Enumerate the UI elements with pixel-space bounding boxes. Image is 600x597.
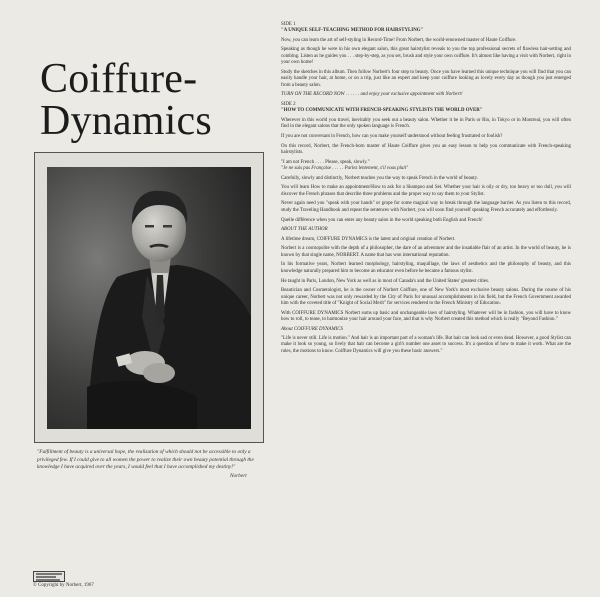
side2-paragraph: Quelle différence when you can enter any beauty salon in the world speaking both English and French!	[281, 217, 483, 223]
side2-paragraph: On this record, Norbert, the French-born master of Haute Coiffure gives you an easy lesson to help you communicate with French-speaking hairstylists.	[281, 143, 571, 155]
side1-paragraph: Study the sketches in this album. Then follow Norbert's four step to beauty. Once you have learned this unique technique you will find that you can easily handle your hair, at home, or on a trip, just like an expert and keep your coiffure looking as lovely every day as though you just emerged from a beauty salon.	[281, 69, 571, 88]
side1-paragraph: TURN ON THE RECORD NOW . . . . . . and enjoy your exclusive appointment with Norbert!	[281, 92, 463, 98]
side2-label: SIDE 2	[281, 102, 296, 107]
side1-label: SIDE 1	[281, 22, 296, 27]
side2-phrase: "Je ne suis pas Française . . . . . Parlez lentement, s'il vous plait"	[281, 165, 409, 171]
album-title	[40, 58, 250, 142]
side2-paragraph: Wherever in this world you travel, inevitably you seek out a beauty salon. Whether it be in Paris or Rio, in Tokyo or in Montreal, you will often find in the elegant salons that the only spoken language is French.	[281, 117, 571, 130]
side1-paragraph: Speaking as though he were in his own elegant salon, this great hairstylist reveals to you the top professional secrets of flawless hair-setting and combing. Listen as he guides you . . . step-by-step, as you set, brush and style your own coiffure. It's almost like having a visit with Norbert, right in your own home!	[281, 47, 571, 66]
side1-heading: "A UNIQUE SELF-TEACHING METHOD FOR HAIRSTYLING"	[281, 28, 424, 34]
author-paragraph: In his formative years, Norbert learned morphology, hairstyling, maquillage, the laws of aesthetics and the philosophy of beauty, and this knowledge naturally prepared him to become an educator even before he became a famous stylist.	[281, 262, 571, 274]
about-author-heading: ABOUT THE AUTHOR	[281, 227, 328, 233]
side2-paragraph: If you are not conversant in French, how can you make yourself understood without feeling frustrated or foolish?	[281, 133, 503, 139]
side2-phrase: "I am not French . . . . Please, speak, slowly."	[281, 159, 370, 165]
copyright-notice: © Copyright by Norbert, 1967	[33, 583, 94, 588]
side2-paragraph: You will learn How to make an appointment/How to ask for a Shampoo and Set. Whether your hair is oily or dry, too heavy or too dull, you will discover the French phrases that describe three problems and the proper way to say them to your Stylist.	[281, 185, 571, 197]
title-line-2: Dynamics	[40, 98, 212, 144]
side2-paragraph: Carefully, slowly and distinctly, Norbert teaches you the way to speak French in the world of beauty.	[281, 175, 478, 181]
side2-heading: "HOW TO COMMUNICATE WITH FRENCH-SPEAKING STYLISTS THE WORLD OVER"	[281, 108, 483, 114]
about-cd-paragraph: "Life is never still. Life is motion." And hair is an important part of a woman's life. But hair can look sad or even dead. However, a good Stylist can make it look so young, so lively that hair can become a girl's number one asset to success. It's a question of how to make it work. What are the rules, the motions to know. Coiffure Dynamics will give you these basic answers."	[281, 336, 571, 354]
portrait-photo	[47, 167, 251, 429]
author-paragraph: A lifetime dream, COIFFURE DYNAMICS is the latest and original creation of Norbert.	[281, 236, 456, 242]
liner-notes	[281, 22, 571, 359]
author-paragraph: Norbert is a cosmopolite with the depth of a philosopher, the dare of an adventurer and the insatiable flair of an artist. In the world of beauty, he is known by that single name, NORBERT. A name that has won international reputation.	[281, 246, 571, 258]
author-paragraph: Beautician and Cosmetologist, he is the owner of Norbert Coiffure, one of New York's most exclusive beauty salons. During the course of his unique career, Norbert was not only rewarded by the City of Paris for unusual accomplishments in his field, but the French Government awarded him with the coveted title of "Knight of Social Merit" for services rendered to the French Ministry of Education.	[281, 288, 571, 306]
label-logo-icon	[33, 571, 65, 582]
about-cd-heading: About COIFFURE DYNAMICS	[281, 326, 343, 332]
author-paragraph: He taught in Paris, London, New York as well as in most of Canada's and the United States' greatest cities.	[281, 278, 490, 284]
author-quote: "Fulfillment of beauty is a universal hope, the realization of which should not be accessible to only a privileged few. If I could give to all women the power to realize their own beauty potential through the knowledge I have acquired over the years, I would feel that I have accomplished my destiny!"	[37, 449, 254, 471]
portrait-illustration	[47, 167, 251, 429]
side1-paragraph: Now, you can learn the art of self-styling in Record-Time! From Norbert, the world-renowned master of Haute Coiffure.	[281, 37, 517, 43]
side2-paragraph: Never again need you "speak with your hands" or grope for some magical way to break through the language barrier. As you listen to this record, study the Traveling Handbook and repeat the sentences with Norbert, you will soon find yourself speaking French accurately and effortlessly.	[281, 201, 571, 213]
title-line-1: Coiffure-	[40, 56, 198, 102]
quote-author: Norbert	[230, 473, 247, 479]
author-paragraph: With COIFFURE DYNAMICS Norbert sums up basic and unchangeable laws of hairstyling. Whatever will be in fashion, you will have to know how to roll, to tease, to harmonize your hair around your face, and that is why Norbert created this method which is really "Beyond Fashion."	[281, 310, 571, 323]
photo-frame	[34, 152, 264, 443]
